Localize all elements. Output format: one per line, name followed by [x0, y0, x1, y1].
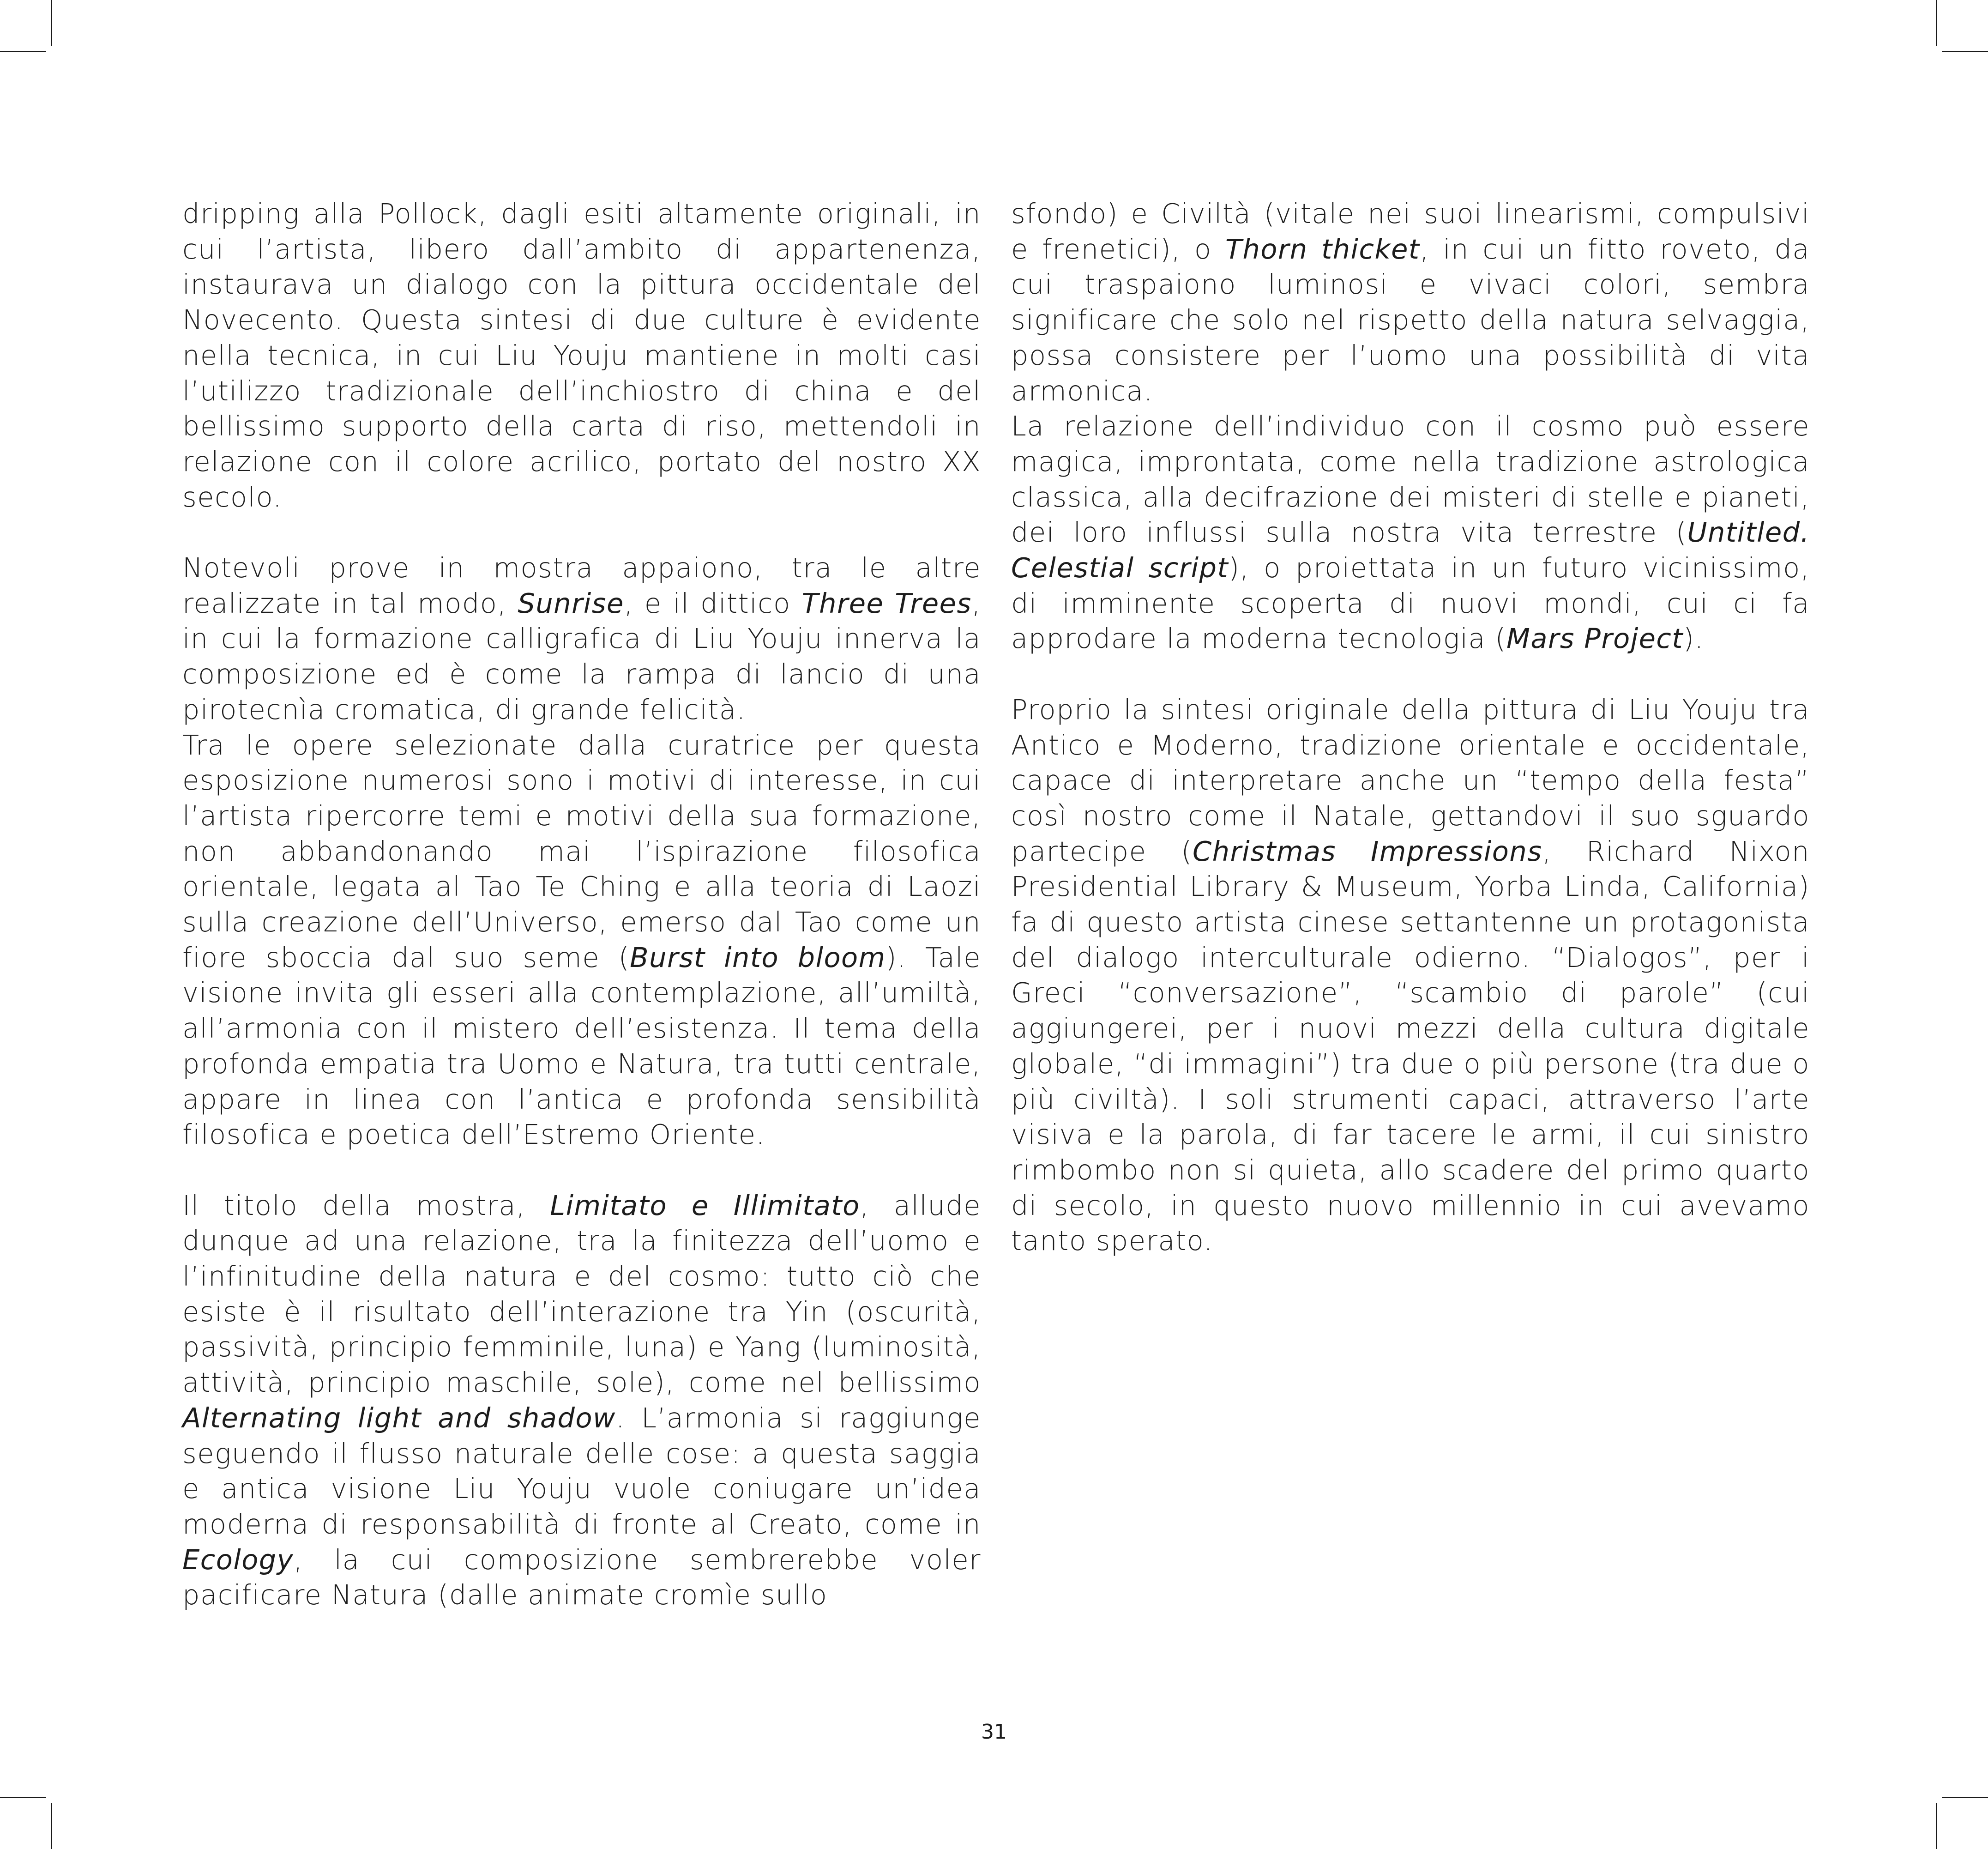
page-number: 31	[981, 1720, 1007, 1744]
artwork-title-alternating-light: Alternating light and shadow	[182, 1402, 616, 1434]
crop-mark-top-left-horizontal	[0, 51, 46, 52]
artwork-title-christmas-impressions: Christmas Impressions	[1192, 835, 1542, 867]
artwork-title-thorn-thicket: Thorn thicket	[1225, 233, 1420, 265]
artwork-title-burst-into-bloom: Burst into bloom	[630, 941, 886, 973]
paragraph-opere-selezionate: Tra le opere selezionate dalla curatrice per questa esposizione numerosi sono i motivi di interesse, in cui l’artista ripercorre temi e motivi della sua formazione, non abbandonando mai l’ispirazione filosofica orientale, legata al Tao Te Ching e alla teoria di Laozi sulla creazione dell’Universo, emerso dal Tao come un fiore sboccia dal suo seme (Burst into bloom). Tale visione invita gli esseri alla contemplazione, all’umiltà, all’armonia con il mistero dell’esistenza. Il tema della profonda empatia tra Uomo e Natura, tra tutti centrale, appare in linea con l’antica e profonda sensibilità filosofica e poetica dell’Estremo Oriente.	[182, 729, 981, 1151]
paragraph-sintesi-originale: Proprio la sintesi originale della pittura di Liu Youju tra Antico e Moderno, tradizione orientale e occidentale, capace di interpretare anche un “tempo della festa” così nostro come il Natale, gettandovi il suo sguardo partecipe (Christmas Impressions, Richard Nixon Presidential Library & Museum, Yorba Linda, California) fa di questo artista cinese settantenne un protagonista del dialogo interculturale odierno. “Dialogos”, per i Greci “conversazione”, “scambio di parole” (cui aggiungerei, per i nuovi mezzi della cultura digitale globale, “di immagini”) tra due o più persone (tra due o più civiltà). I soli strumenti capaci, attraverso l’arte visiva e la parola, di far tacere le armi, il cui sinistro rimbombo non si quieta, allo scadere del primo quarto di secolo, in questo nuovo millennio in cui avevamo tanto sperato.	[1011, 693, 1810, 1257]
right-text-column	[1011, 196, 1810, 1259]
crop-mark-bottom-right-vertical	[1936, 1803, 1937, 1849]
crop-mark-bottom-left-vertical	[51, 1803, 52, 1849]
paragraph-notevoli-prove: Notevoli prove in mostra appaiono, tra le altre realizzate in tal modo, Sunrise, e il dittico Three Trees, in cui la formazione calligrafica di Liu Youju innerva la composizione ed è come la rampa di lancio di una pirotecnìa cromatica, di grande felicità.	[182, 552, 981, 725]
left-text-column	[182, 196, 981, 1613]
exhibition-title: Limitato e Illimitato	[550, 1189, 860, 1221]
crop-mark-top-right-horizontal	[1942, 51, 1988, 52]
paragraph-titolo-mostra: Il titolo della mostra, Limitato e Illimitato, allude dunque ad una relazione, tra la finitezza dell’uomo e l’infinitudine della natura e del cosmo: tutto ciò che esiste è il risultato dell’interazione tra Yin (oscurità, passività, principio femminile, luna) e Yang (luminosità, attività, principio maschile, sole), come nel bellissimo Alternating light and shadow. L’armonia si raggiunge seguendo il flusso naturale delle cose: a questa saggia e antica visione Liu Youju vuole coniugare un’idea moderna di responsabilità di fronte al Creato, come in Ecology, la cui composizione sembrerebbe voler pacificare Natura (dalle animate cromìe sullo	[182, 1189, 981, 1611]
crop-mark-top-left-vertical	[51, 0, 52, 46]
artwork-title-sunrise: Sunrise	[518, 587, 624, 619]
paragraph-sfondo-civilta: sfondo) e Civiltà (vitale nei suoi linearismi, compulsivi e frenetici), o Thorn thicket, in cui un fitto roveto, da cui traspaiono luminosi e vivaci colori, sembra significare che solo nel rispetto della natura selvaggia, possa consistere per l’uomo una possibilità di vita armonica.	[1011, 198, 1810, 407]
paragraph-pollock-dripping: dripping alla Pollock, dagli esiti altamente originali, in cui l’artista, libero dall’ambito di appartenenza, instaurava un dialogo con la pittura occidentale del Novecento. Questa sintesi di due culture è evidente nella tecnica, in cui Liu Youju mantiene in molti casi l’utilizzo tradizionale dell’inchiostro di china e del bellissimo supporto della carta di riso, mettendoli in relazione con il colore acrilico, portato del nostro XX secolo.	[182, 198, 981, 513]
artwork-title-ecology: Ecology	[182, 1543, 294, 1576]
paragraph-relazione-cosmo: La relazione dell’individuo con il cosmo può essere magica, improntata, come nella tradizione astrologica classica, alla decifrazione dei misteri di stelle e pianeti, dei loro influssi sulla nostra vita terrestre (Untitled. Celestial script), o proiettata in un futuro vicinissimo, di imminente scoperta di nuovi mondi, cui ci fa approdare la moderna tecnologia (Mars Project).	[1011, 410, 1810, 655]
crop-mark-bottom-right-horizontal	[1942, 1797, 1988, 1798]
artwork-title-mars-project: Mars Project	[1506, 622, 1683, 655]
crop-mark-bottom-left-horizontal	[0, 1797, 46, 1798]
artwork-title-celestial-script: Untitled. Celestial script	[1011, 516, 1810, 584]
crop-mark-top-right-vertical	[1936, 0, 1937, 46]
artwork-title-three-trees: Three Trees	[801, 587, 972, 619]
